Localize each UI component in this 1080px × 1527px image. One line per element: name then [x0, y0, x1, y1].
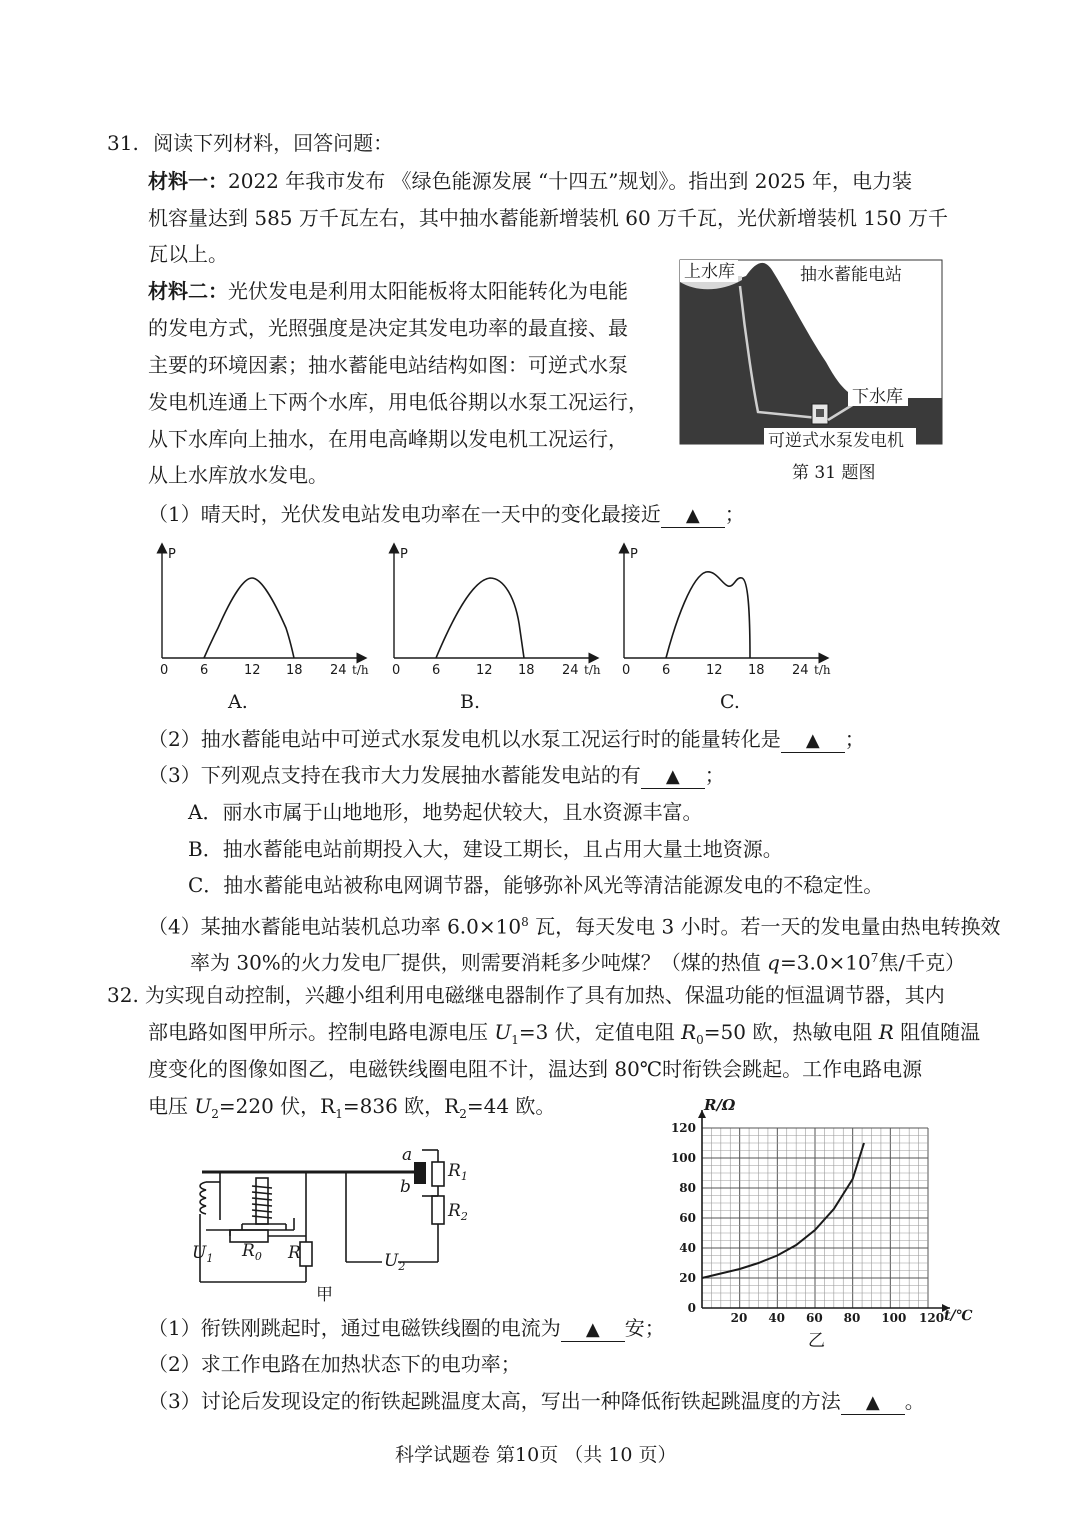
- graph-c: [622, 547, 831, 713]
- y-tick-label: 0: [687, 1301, 696, 1315]
- q31-part4-text-b: 瓦，每天发电 3 小时。若一天的发电量由热电转换效: [528, 914, 1001, 939]
- y-tick-label: 80: [679, 1181, 696, 1195]
- tick-12: 12: [706, 663, 723, 678]
- q32-line3: 度变化的图像如图乙，电磁铁线圈电阻不计，温达到 80℃时衔铁会跳起。工作电路电源: [148, 1057, 923, 1081]
- x-tick-label: 100: [881, 1311, 907, 1325]
- resistor-symbol: R: [681, 1020, 697, 1044]
- graph-a: [160, 547, 369, 713]
- q31-material1-line2: 机容量达到 585 万千瓦左右，其中抽水蓄能新增装机 60 万千瓦，光伏新增装机 150 万千: [148, 206, 948, 230]
- q31-material2-line5: 从下水库向上抽水，在用电高峰期以发电机工况运行，: [148, 427, 628, 451]
- circuit-caption: 甲: [316, 1285, 333, 1305]
- option-c-label: C.: [720, 691, 740, 713]
- answer-blank[interactable]: [661, 505, 725, 528]
- q31-part4-line1: [148, 910, 1001, 939]
- q32-part3: [148, 1389, 925, 1415]
- u2-label: $U_2$: [384, 1251, 406, 1273]
- q31-material2-line1: [148, 279, 628, 303]
- q31-stem: 阅读下列材料，回答问题：: [153, 131, 394, 155]
- graph-caption: 乙: [808, 1331, 825, 1351]
- blank-triangle-icon: ▲: [685, 505, 700, 526]
- thermistor-label: R: [288, 1243, 301, 1263]
- voltage-symbol: U: [494, 1020, 512, 1044]
- q32-text-2c: =50 欧，热敏电阻: [703, 1020, 879, 1044]
- heat-value-symbol: q: [767, 950, 780, 975]
- q31-material1-line1: [148, 169, 912, 193]
- q31-material2-line6: 从上水库放水发电。: [148, 463, 328, 487]
- q31-part3-option-c: C．抽水蓄能电站被称电网调节器，能够弥补风光等清洁能源发电的不稳定性。: [188, 873, 884, 897]
- q32-text-2b: =3 伏，定值电阻: [518, 1020, 682, 1044]
- y-tick-label: 100: [670, 1151, 696, 1165]
- graph-b-y-label: P: [400, 547, 408, 562]
- q32-part1-text: （1）衔铁刚跳起时，通过电磁铁线圈的电流为: [148, 1316, 561, 1340]
- station-label: 抽水蓄能电站: [800, 265, 902, 285]
- q31-material2-line4: 发电机连通上下两个水库，用电低谷期以水泵工况运行，: [148, 390, 648, 414]
- q31-part1-text: （1）晴天时，光伏发电站发电功率在一天中的变化最接近: [148, 502, 661, 526]
- subscript: 0: [696, 1033, 704, 1047]
- power-graphs-row: [140, 540, 860, 715]
- figure-31-caption: 第 31 题图: [792, 463, 876, 483]
- q31-material2-line2: 的发电方式，光照强度是决定其发电功率的最直接、最: [148, 316, 628, 340]
- graph-a-y-label: P: [168, 547, 176, 562]
- q32-part1: [148, 1316, 665, 1342]
- x-tick-label: 20: [730, 1311, 748, 1325]
- r1-label: $R_1$: [448, 1161, 468, 1183]
- tick-0: 0: [392, 663, 401, 678]
- x-unit: t/h: [814, 663, 831, 677]
- q31-part2-text: （2）抽水蓄能电站中可逆式水泵发电机以水泵工况运行时的能量转化是: [148, 727, 781, 751]
- tick-24: 24: [792, 663, 809, 678]
- q31-part4-text-d: =3.0×10: [779, 950, 871, 975]
- tick-24: 24: [562, 663, 579, 678]
- x-tick-label: 60: [806, 1311, 823, 1325]
- pumped-storage-illustration: [676, 252, 946, 488]
- material2-text-1: 光伏发电是利用太阳能板将太阳能转化为电能: [228, 279, 628, 303]
- material1-text-1: 2022 年我市发布 《绿色能源发展 “十四五”规划》。指出到 2025 年，电力装: [228, 169, 913, 193]
- upper-reservoir-label: 上水库: [684, 262, 735, 282]
- x-unit: t/h: [352, 663, 369, 677]
- voltage-symbol: U: [194, 1094, 212, 1118]
- tick-0: 0: [622, 663, 631, 678]
- q31-part4-line2: [190, 946, 965, 975]
- answer-blank[interactable]: [561, 1319, 625, 1342]
- y-tick-label: 120: [670, 1121, 696, 1135]
- chart-y-axis-label: R/Ω: [704, 1096, 736, 1114]
- tick-6: 6: [662, 663, 671, 678]
- q32-line4: [148, 1094, 555, 1126]
- answer-blank[interactable]: [841, 1392, 905, 1415]
- subscript: 1: [335, 1107, 343, 1121]
- y-tick-label: 40: [679, 1241, 696, 1255]
- contact-a-label: a: [402, 1145, 413, 1165]
- blank-triangle-icon: ▲: [585, 1319, 600, 1340]
- option-b-label: B.: [460, 691, 481, 713]
- q31-part2-tail: ；: [844, 727, 865, 751]
- tick-6: 6: [200, 663, 209, 678]
- q32-text-4c: =836 欧，R: [342, 1094, 460, 1118]
- q32-part3-tail: 。: [904, 1389, 925, 1413]
- page-footer: 科学试题卷 第10页 （共 10 页）: [395, 1444, 677, 1466]
- q32-line2: [148, 1020, 980, 1052]
- q32-text-2a: 部电路如图甲所示。控制电路电源电压: [148, 1020, 495, 1044]
- option-a-label: A.: [228, 691, 248, 713]
- circuit-diagram: [186, 1132, 486, 1312]
- q32-part3-text: （3）讨论后发现设定的衔铁起跳温度太高，写出一种降低衔铁起跳温度的方法: [148, 1389, 841, 1413]
- pumped-storage-figure: [676, 252, 946, 488]
- u1-label: $U_1$: [192, 1243, 214, 1265]
- tick-12: 12: [244, 663, 261, 678]
- tick-18: 18: [748, 663, 765, 678]
- chart-axes: [698, 1110, 950, 1312]
- q31-number: 31.: [107, 131, 139, 155]
- q32-part1-tail: 安；: [624, 1316, 665, 1340]
- q31-material1-line3: 瓦以上。: [148, 242, 228, 266]
- chart-grid: [702, 1128, 928, 1308]
- tick-6: 6: [432, 663, 441, 678]
- chart-x-axis-label: t/℃: [944, 1308, 973, 1324]
- power-graphs: [140, 540, 860, 715]
- rt-graph: [660, 1094, 990, 1354]
- y-tick-label: 20: [679, 1271, 696, 1285]
- r0-label: $R_0$: [242, 1241, 262, 1263]
- blank-triangle-icon: ▲: [665, 766, 680, 787]
- q31-part4-text-c: 率为 30%的火力发电厂提供，则需要消耗多少吨煤？（煤的热值: [190, 950, 768, 975]
- q31-part4-text-a: （4）某抽水蓄能电站装机总功率 6.0×10: [148, 914, 522, 939]
- x-unit: t/h: [584, 663, 601, 677]
- q32-text-4d: =44 欧。: [466, 1094, 556, 1118]
- r2-label: $R_2$: [448, 1201, 468, 1223]
- q32-line1: [107, 983, 945, 1007]
- x-tick-label: 40: [768, 1311, 786, 1325]
- lower-reservoir-label: 下水库: [852, 387, 903, 407]
- q32-text-4b: =220 伏，R: [218, 1094, 336, 1118]
- q31-part2: [148, 727, 865, 753]
- tick-18: 18: [286, 663, 303, 678]
- exponent: 8: [521, 915, 529, 929]
- relay-circuit: [186, 1132, 486, 1312]
- q31-part3-tail: ；: [704, 763, 725, 787]
- material2-label: 材料二：: [148, 279, 228, 303]
- chart-tick-labels: [671, 1121, 944, 1325]
- resistance-temperature-chart: [660, 1094, 990, 1354]
- graph-b: [392, 547, 601, 713]
- subscript: 2: [459, 1107, 467, 1121]
- answer-blank[interactable]: [781, 730, 845, 753]
- q31-part3-text: （3）下列观点支持在我市大力发展抽水蓄能发电站的有: [148, 763, 641, 787]
- q31-part3: [148, 763, 725, 789]
- q31-part4-text-e: 焦/千克）: [878, 950, 966, 975]
- q32-text-2d: 阻值随温: [893, 1020, 981, 1044]
- contact-b-label: b: [400, 1177, 411, 1197]
- tick-0: 0: [160, 663, 169, 678]
- q32-part2: （2）求工作电路在加热状态下的电功率；: [148, 1352, 521, 1376]
- q31-part1-tail: ；: [724, 502, 745, 526]
- q31-material2-line3: 主要的环境因素；抽水蓄能电站结构如图：可逆式水泵: [148, 353, 628, 377]
- thermistor-symbol: R: [878, 1020, 894, 1044]
- tick-24: 24: [330, 663, 347, 678]
- q31-stem-line: [107, 131, 393, 155]
- y-tick-label: 60: [679, 1211, 696, 1225]
- tick-18: 18: [518, 663, 535, 678]
- answer-blank[interactable]: [641, 766, 705, 789]
- graph-c-y-label: P: [630, 547, 638, 562]
- x-tick-label: 80: [843, 1311, 861, 1325]
- exponent: 7: [870, 951, 879, 965]
- q31-part1: [148, 502, 745, 528]
- q31-part3-option-a: A．丽水市属于山地地形，地势起伏较大，且水资源丰富。: [188, 800, 703, 824]
- subscript: 1: [511, 1033, 519, 1047]
- q32-number: 32.: [107, 983, 139, 1007]
- q32-text-1: 为实现自动控制，兴趣小组利用电磁继电器制作了具有加热、保温功能的恒温调节器，其内: [144, 983, 945, 1007]
- pump-generator-label: 可逆式水泵发电机: [768, 431, 904, 451]
- subscript: 2: [211, 1107, 219, 1121]
- q32-text-4a: 电压: [148, 1094, 195, 1118]
- material1-label: 材料一：: [148, 169, 228, 193]
- x-tick-label: 120: [919, 1311, 945, 1325]
- q31-part3-option-b: B．抽水蓄能电站前期投入大，建设工期长，且占用大量土地资源。: [188, 837, 783, 861]
- tick-12: 12: [476, 663, 493, 678]
- blank-triangle-icon: ▲: [865, 1392, 880, 1413]
- blank-triangle-icon: ▲: [805, 730, 820, 751]
